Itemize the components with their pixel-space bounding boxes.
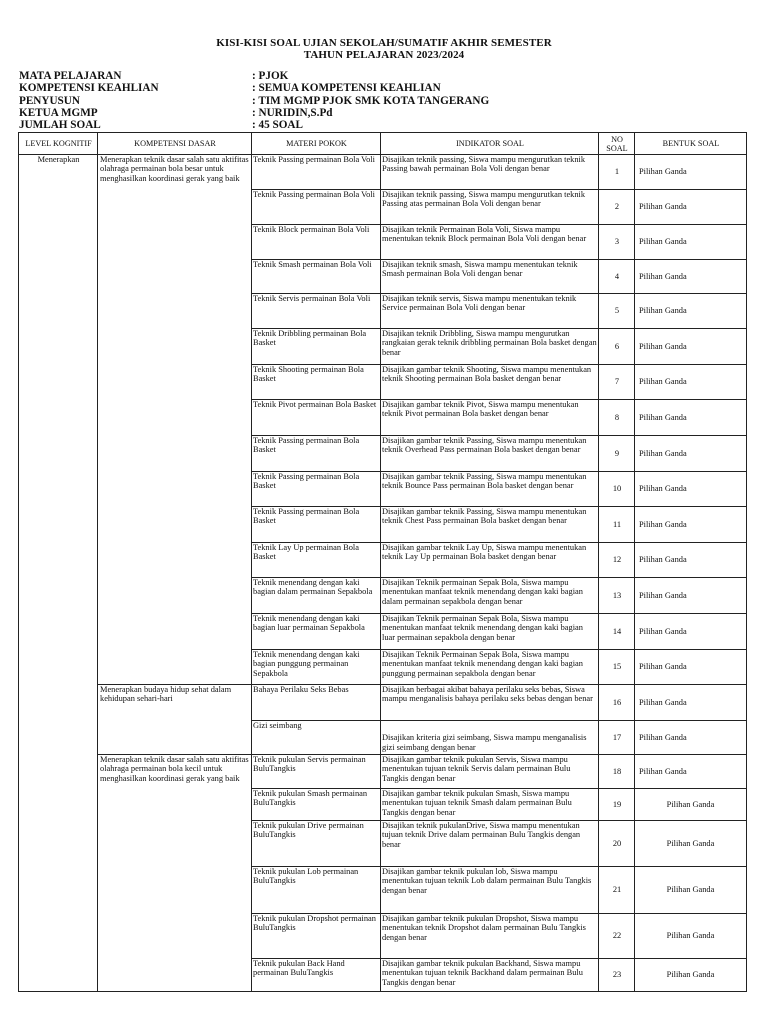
bentuk-cell: Pilihan Ganda: [635, 436, 747, 472]
document-subtitle: TAHUN PELAJARAN 2023/2024: [303, 49, 465, 61]
kd-cell: Menerapkan budaya hidup sehat dalam kehidupan sehari-hari: [98, 685, 252, 755]
indikator-cell: Disajikan gambar teknik Lay Up, Siswa mampu menentukan teknik Lay Up permainan Bola basket dengan benar: [381, 543, 599, 578]
indikator-cell: Disajikan Teknik permainan Sepak Bola, Siswa mampu menentukan manfaat teknik menendang dengan kaki bagian luar permainan sepakbola dengan benar: [381, 614, 599, 650]
indikator-cell: Disajikan gambar teknik Passing, Siswa mampu menentukan teknik Chest Pass permainan Bola basket dengan benar: [381, 507, 599, 543]
bentuk-cell: Pilihan Ganda: [635, 294, 747, 329]
materi-cell: Teknik Block permainan Bola Voli: [252, 225, 381, 260]
bentuk-cell: Pilihan Ganda: [635, 650, 747, 685]
no-cell: 18: [599, 755, 635, 789]
no-cell: 13: [599, 578, 635, 614]
no-cell: 15: [599, 650, 635, 685]
indikator-cell: Disajikan Teknik Permainan Sepak Bola, Siswa mampu menentukan manfaat teknik menendang dengan kaki bagian punggung permainan sepakbola dengan benar: [381, 650, 599, 685]
meta-label: PENYUSUN: [19, 94, 80, 107]
indikator-cell: Disajikan gambar teknik Shooting, Siswa mampu menentukan teknik Shooting permainan Bola basket dengan benar: [381, 365, 599, 400]
materi-cell: Teknik menendang dengan kaki bagian punggung permainan Sepakbola: [252, 650, 381, 685]
table-header-row: [19, 133, 747, 155]
indikator-cell: Disajikan gambar teknik Passing, Siswa mampu menentukan teknik Bounce Pass permainan Bola basket dengan benar: [381, 472, 599, 507]
header-no: NO SOAL: [599, 133, 635, 155]
meta-value: : 45 SOAL: [252, 119, 303, 132]
bentuk-cell: Pilihan Ganda: [635, 614, 747, 650]
indikator-cell: Disajikan teknik smash, Siswa mampu menentukan teknik Smash permainan Bola Voli dengan benar: [381, 260, 599, 294]
no-cell: 8: [599, 400, 635, 436]
meta-label: KETUA MGMP: [19, 106, 98, 119]
materi-cell: Teknik pukulan Lob permainan BuluTangkis: [252, 867, 381, 914]
header-materi: MATERI POKOK: [252, 133, 381, 155]
table-row: [19, 755, 747, 789]
no-cell: 22: [599, 914, 635, 959]
indikator-cell: Disajikan gambar teknik pukulan Dropshot, Siswa mampu menentukan teknik Dropshot dalam permainan Bulu Tangkis dengan benar: [381, 914, 599, 959]
indikator-cell: Disajikan teknik Permainan Bola Voli, Siswa mampu menentukan teknik Block permainan Bola Voli dengan benar: [381, 225, 599, 260]
bentuk-cell: Pilihan Ganda: [635, 329, 747, 365]
no-cell: 21: [599, 867, 635, 914]
materi-cell: Teknik pukulan Servis permainan BuluTangkis: [252, 755, 381, 789]
materi-cell: Teknik Dribbling permainan Bola Basket: [252, 329, 381, 365]
bentuk-cell: Pilihan Ganda: [635, 400, 747, 436]
meta-value: : SEMUA KOMPETENSI KEAHLIAN: [252, 82, 441, 95]
header-kd: KOMPETENSI DASAR: [98, 133, 252, 155]
bentuk-cell: Pilihan Ganda: [635, 821, 747, 867]
bentuk-cell: Pilihan Ganda: [635, 721, 747, 755]
bentuk-cell: Pilihan Ganda: [635, 789, 747, 821]
materi-cell: Teknik Passing permainan Bola Basket: [252, 507, 381, 543]
materi-cell: Teknik pukulan Smash permainan BuluTangkis: [252, 789, 381, 821]
materi-cell: Teknik pukulan Back Hand permainan BuluTangkis: [252, 959, 381, 992]
indikator-cell: Disajikan berbagai akibat bahaya perilaku seks bebas, Siswa mampu menganalisis bahaya perilaku seks bebas dengan benar: [381, 685, 599, 721]
indikator-cell: Disajikan gambar teknik pukulan Smash, Siswa mampu menentukan tujuan teknik Smash dalam permainan Bulu Tangkis dengan benar: [381, 789, 599, 821]
materi-cell: Teknik menendang dengan kaki bagian luar permainan Sepakbola: [252, 614, 381, 650]
materi-cell: Teknik Lay Up permainan Bola Basket: [252, 543, 381, 578]
indikator-cell: Disajikan Teknik permainan Sepak Bola, Siswa mampu menentukan manfaat teknik menendang dengan kaki bagian dalam permainan sepakbola dengan benar: [381, 578, 599, 614]
kd-cell: Menerapkan teknik dasar salah satu aktifitas olahraga permainan bola besar untuk menghasilkan koordinasi gerak yang baik: [98, 155, 252, 685]
table-row: [19, 155, 747, 190]
no-cell: 10: [599, 472, 635, 507]
indikator-cell: Disajikan gambar teknik pukulan Servis, Siswa mampu menentukan tujuan teknik Servis dalam permainan Bulu Tangkis dengan benar: [381, 755, 599, 789]
header-bentuk: BENTUK SOAL: [635, 133, 747, 155]
materi-cell: Bahaya Perilaku Seks Bebas: [252, 685, 381, 721]
indikator-cell: Disajikan gambar teknik Pivot, Siswa mampu menentukan teknik Pivot permainan Bola basket dengan benar: [381, 400, 599, 436]
indikator-cell: Disajikan teknik passing, Siswa mampu mengurutkan teknik Passing atas permainan Bola Voli dengan benar: [381, 190, 599, 225]
bentuk-cell: Pilihan Ganda: [635, 755, 747, 789]
no-cell: 1: [599, 155, 635, 190]
meta-value: : TIM MGMP PJOK SMK KOTA TANGERANG: [252, 94, 490, 107]
level-cell: Menerapkan: [19, 155, 98, 992]
materi-cell: Teknik pukulan Dropshot permainan BuluTangkis: [252, 914, 381, 959]
meta-label: JUMLAH SOAL: [19, 119, 101, 132]
header-indikator: INDIKATOR SOAL: [381, 133, 599, 155]
kd-cell: Menerapkan teknik dasar salah satu aktifitas olahraga permainan bola kecil untuk menghasilkan koordinasi gerak yang baik: [98, 755, 252, 992]
indikator-cell: Disajikan gambar teknik pukulan lob, Siswa mampu menentukan tujuan teknik Lob dalam permainan Bulu Tangkis dengan benar: [381, 867, 599, 914]
no-cell: 5: [599, 294, 635, 329]
materi-cell: Teknik Passing permainan Bola Voli: [252, 155, 381, 190]
indikator-cell: Disajikan gambar teknik pukulan Backhand, Siswa mampu menentukan tujuan teknik Backhand dalam permainan Bulu Tangkis dengan benar: [381, 959, 599, 992]
meta-label: MATA PELAJARAN: [19, 70, 122, 82]
bentuk-cell: Pilihan Ganda: [635, 155, 747, 190]
no-cell: 17: [599, 721, 635, 755]
no-cell: 9: [599, 436, 635, 472]
indikator-cell: Disajikan teknik pukulanDrive, Siswa mampu menentukan tujuan teknik Drive dalam permainan Bulu Tangkis dengan benar: [381, 821, 599, 867]
indikator-cell: Disajikan kriteria gizi seimbang, Siswa mampu menganalisis gizi seimbang dengan benar: [381, 721, 599, 755]
bentuk-cell: Pilihan Ganda: [635, 472, 747, 507]
bentuk-cell: Pilihan Ganda: [635, 260, 747, 294]
materi-cell: Gizi seimbang: [252, 721, 381, 755]
materi-cell: Teknik Passing permainan Bola Voli: [252, 190, 381, 225]
bentuk-cell: Pilihan Ganda: [635, 685, 747, 721]
meta-value: : PJOK: [252, 70, 289, 82]
materi-cell: Teknik Shooting permainan Bola Basket: [252, 365, 381, 400]
bentuk-cell: Pilihan Ganda: [635, 867, 747, 914]
materi-cell: Teknik pukulan Drive permainan BuluTangkis: [252, 821, 381, 867]
kisi-kisi-table: [18, 132, 747, 992]
bentuk-cell: Pilihan Ganda: [635, 225, 747, 260]
no-cell: 14: [599, 614, 635, 650]
no-cell: 23: [599, 959, 635, 992]
materi-cell: Teknik menendang dengan kaki bagian dalam permainan Sepakbola: [252, 578, 381, 614]
materi-cell: Teknik Smash permainan Bola Voli: [252, 260, 381, 294]
no-cell: 6: [599, 329, 635, 365]
no-cell: 19: [599, 789, 635, 821]
no-cell: 12: [599, 543, 635, 578]
bentuk-cell: Pilihan Ganda: [635, 365, 747, 400]
no-cell: 3: [599, 225, 635, 260]
no-cell: 7: [599, 365, 635, 400]
bentuk-cell: Pilihan Ganda: [635, 578, 747, 614]
no-cell: 20: [599, 821, 635, 867]
document-title: KISI-KISI SOAL UJIAN SEKOLAH/SUMATIF AKHIR SEMESTER: [216, 37, 552, 49]
header-level: LEVEL KOGNITIF: [19, 133, 98, 155]
no-cell: 2: [599, 190, 635, 225]
indikator-cell: Disajikan gambar teknik Passing, Siswa mampu menentukan teknik Overhead Pass permainan Bola basket dengan benar: [381, 436, 599, 472]
bentuk-cell: Pilihan Ganda: [635, 914, 747, 959]
no-cell: 16: [599, 685, 635, 721]
indikator-cell: Disajikan teknik servis, Siswa mampu menentukan teknik Service permainan Bola Voli dengan benar: [381, 294, 599, 329]
bentuk-cell: Pilihan Ganda: [635, 190, 747, 225]
no-cell: 4: [599, 260, 635, 294]
materi-cell: Teknik Servis permainan Bola Voli: [252, 294, 381, 329]
indikator-cell: Disajikan teknik passing, Siswa mampu mengurutkan teknik Passing bawah permainan Bola Voli dengan benar: [381, 155, 599, 190]
table-row: [19, 685, 747, 721]
bentuk-cell: Pilihan Ganda: [635, 507, 747, 543]
bentuk-cell: Pilihan Ganda: [635, 959, 747, 992]
no-cell: 11: [599, 507, 635, 543]
materi-cell: Teknik Passing permainan Bola Basket: [252, 472, 381, 507]
indikator-cell: Disajikan teknik Dribbling, Siswa mampu mengurutkan rangkaian gerak teknik dribbling permainan Bola basket dengan benar: [381, 329, 599, 365]
meta-label: KOMPETENSI KEAHLIAN: [19, 82, 159, 95]
meta-value: : NURIDIN,S.Pd: [252, 106, 333, 119]
materi-cell: Teknik Passing permainan Bola Basket: [252, 436, 381, 472]
materi-cell: Teknik Pivot permainan Bola Basket: [252, 400, 381, 436]
bentuk-cell: Pilihan Ganda: [635, 543, 747, 578]
